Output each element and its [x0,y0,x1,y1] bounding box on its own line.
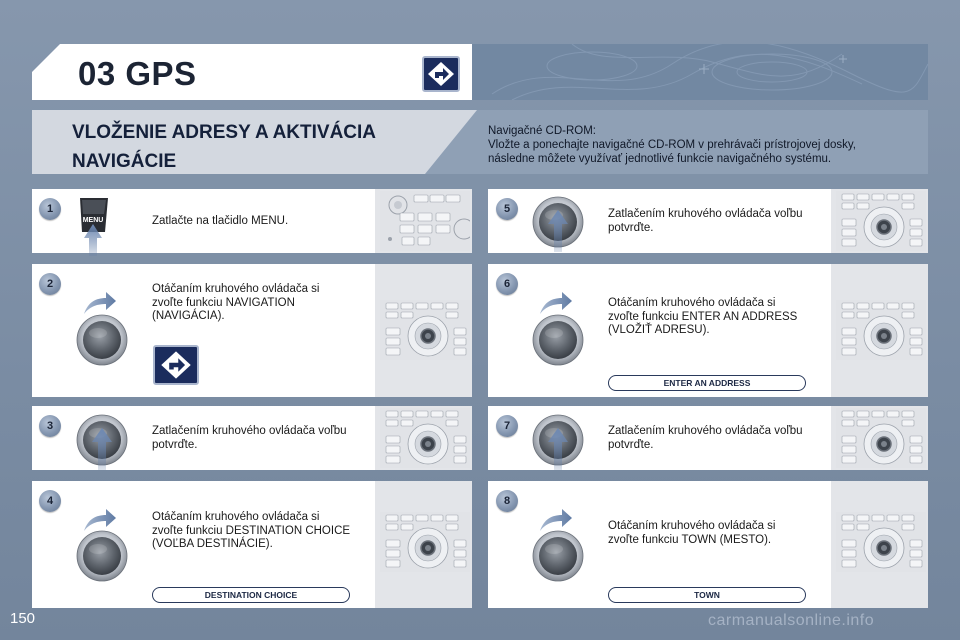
rotate-arrow-icon [82,290,118,316]
rotary-dial-icon [532,530,584,582]
page-number: 150 [10,610,36,627]
menu-option-pill: DESTINATION CHOICE [152,587,350,603]
watermark: carmanualsonline.info [708,612,875,629]
step-text-3 [152,425,347,452]
step-text-2-line3: (NAVIGÁCIA). [152,310,225,322]
menu-button-label: MENU [82,217,104,224]
push-arrow-icon [90,428,114,470]
step-text-8-line1: Otáčaním kruhového ovládača si [608,520,776,532]
step-text-5 [608,208,803,235]
step-text-5-line2: potvrďte. [608,221,654,234]
step-text-4-line2: zvoľte funkciu DESTINATION CHOICE [152,524,351,537]
menu-option-pill: TOWN [608,587,806,603]
front-panel-image [836,191,926,251]
front-panel-image [380,191,470,251]
step-badge-5: 5 [496,198,518,220]
step-text-4-line1: Otáčaním kruhového ovládača si [152,511,320,523]
section-title [72,118,432,176]
front-panel-image [380,300,470,360]
section-title-line2: NAVIGÁCIE [72,151,177,172]
step-badge-7: 7 [496,415,518,437]
step-badge-4: 4 [39,490,61,512]
step-text-3-line2: potvrďte. [152,438,198,451]
info-line2: Vložte a ponechajte navigačné CD-ROM v prehrávači prístrojovej dosky, [488,139,856,151]
menu-option-pill: ENTER AN ADDRESS [608,375,806,391]
rotary-dial-icon [76,314,128,366]
push-arrow-icon [546,428,570,470]
step-text-7 [608,425,803,452]
step-text-2-line2: zvoľte funkciu NAVIGATION [152,296,295,309]
step-badge-1: 1 [39,198,61,220]
step-text-6-line3: (VLOŽIŤ ADRESU). [608,324,710,336]
step-badge-2: 2 [39,273,61,295]
header-decor [472,44,928,100]
step-text-8 [608,520,775,547]
info-line3: následne môžete využívať jednotlivé funkcie navigačného systému. [488,153,832,165]
step-text-5-line1: Zatlačením kruhového ovládača voľbu [608,208,803,220]
step-badge-6: 6 [496,273,518,295]
front-panel-image [836,512,926,572]
step-text-4 [152,511,350,552]
chapter-title: 03 GPS [78,55,197,92]
step-badge-8: 8 [496,490,518,512]
step-text-2 [152,283,319,324]
navigation-icon [153,345,199,385]
step-badge-3: 3 [39,415,61,437]
front-panel-image [380,512,470,572]
step-text-7-line2: potvrďte. [608,438,654,451]
rotary-dial-icon [76,530,128,582]
step-text-1: Zatlačte na tlačidlo MENU. [152,215,289,227]
step-text-6-line1: Otáčaním kruhového ovládača si [608,297,776,309]
rotate-arrow-icon [538,290,574,316]
push-arrow-icon [546,210,570,252]
step-text-3-line1: Zatlačením kruhového ovládača voľbu [152,425,347,437]
step-text-6 [608,297,797,338]
front-panel-image [836,300,926,360]
front-panel-image [836,408,926,468]
info-line1: Navigačné CD-ROM: [488,125,596,137]
step-text-6-line2: zvoľte funkciu ENTER AN ADDRESS [608,310,798,323]
front-panel-image [380,408,470,468]
menu-button-icon [74,194,114,258]
rotary-dial-icon [532,314,584,366]
step-text-4-line3: (VOĽBA DESTINÁCIE). [152,538,273,550]
step-text-7-line1: Zatlačením kruhového ovládača voľbu [608,425,803,437]
navigation-icon [422,56,460,92]
step-text-8-line2: zvoľte funkciu TOWN (MESTO). [608,533,772,546]
step-text-2-line1: Otáčaním kruhového ovládača si [152,283,320,295]
section-title-line1: VLOŽENIE ADRESY A AKTIVÁCIA [72,122,377,143]
info-text [488,124,920,166]
